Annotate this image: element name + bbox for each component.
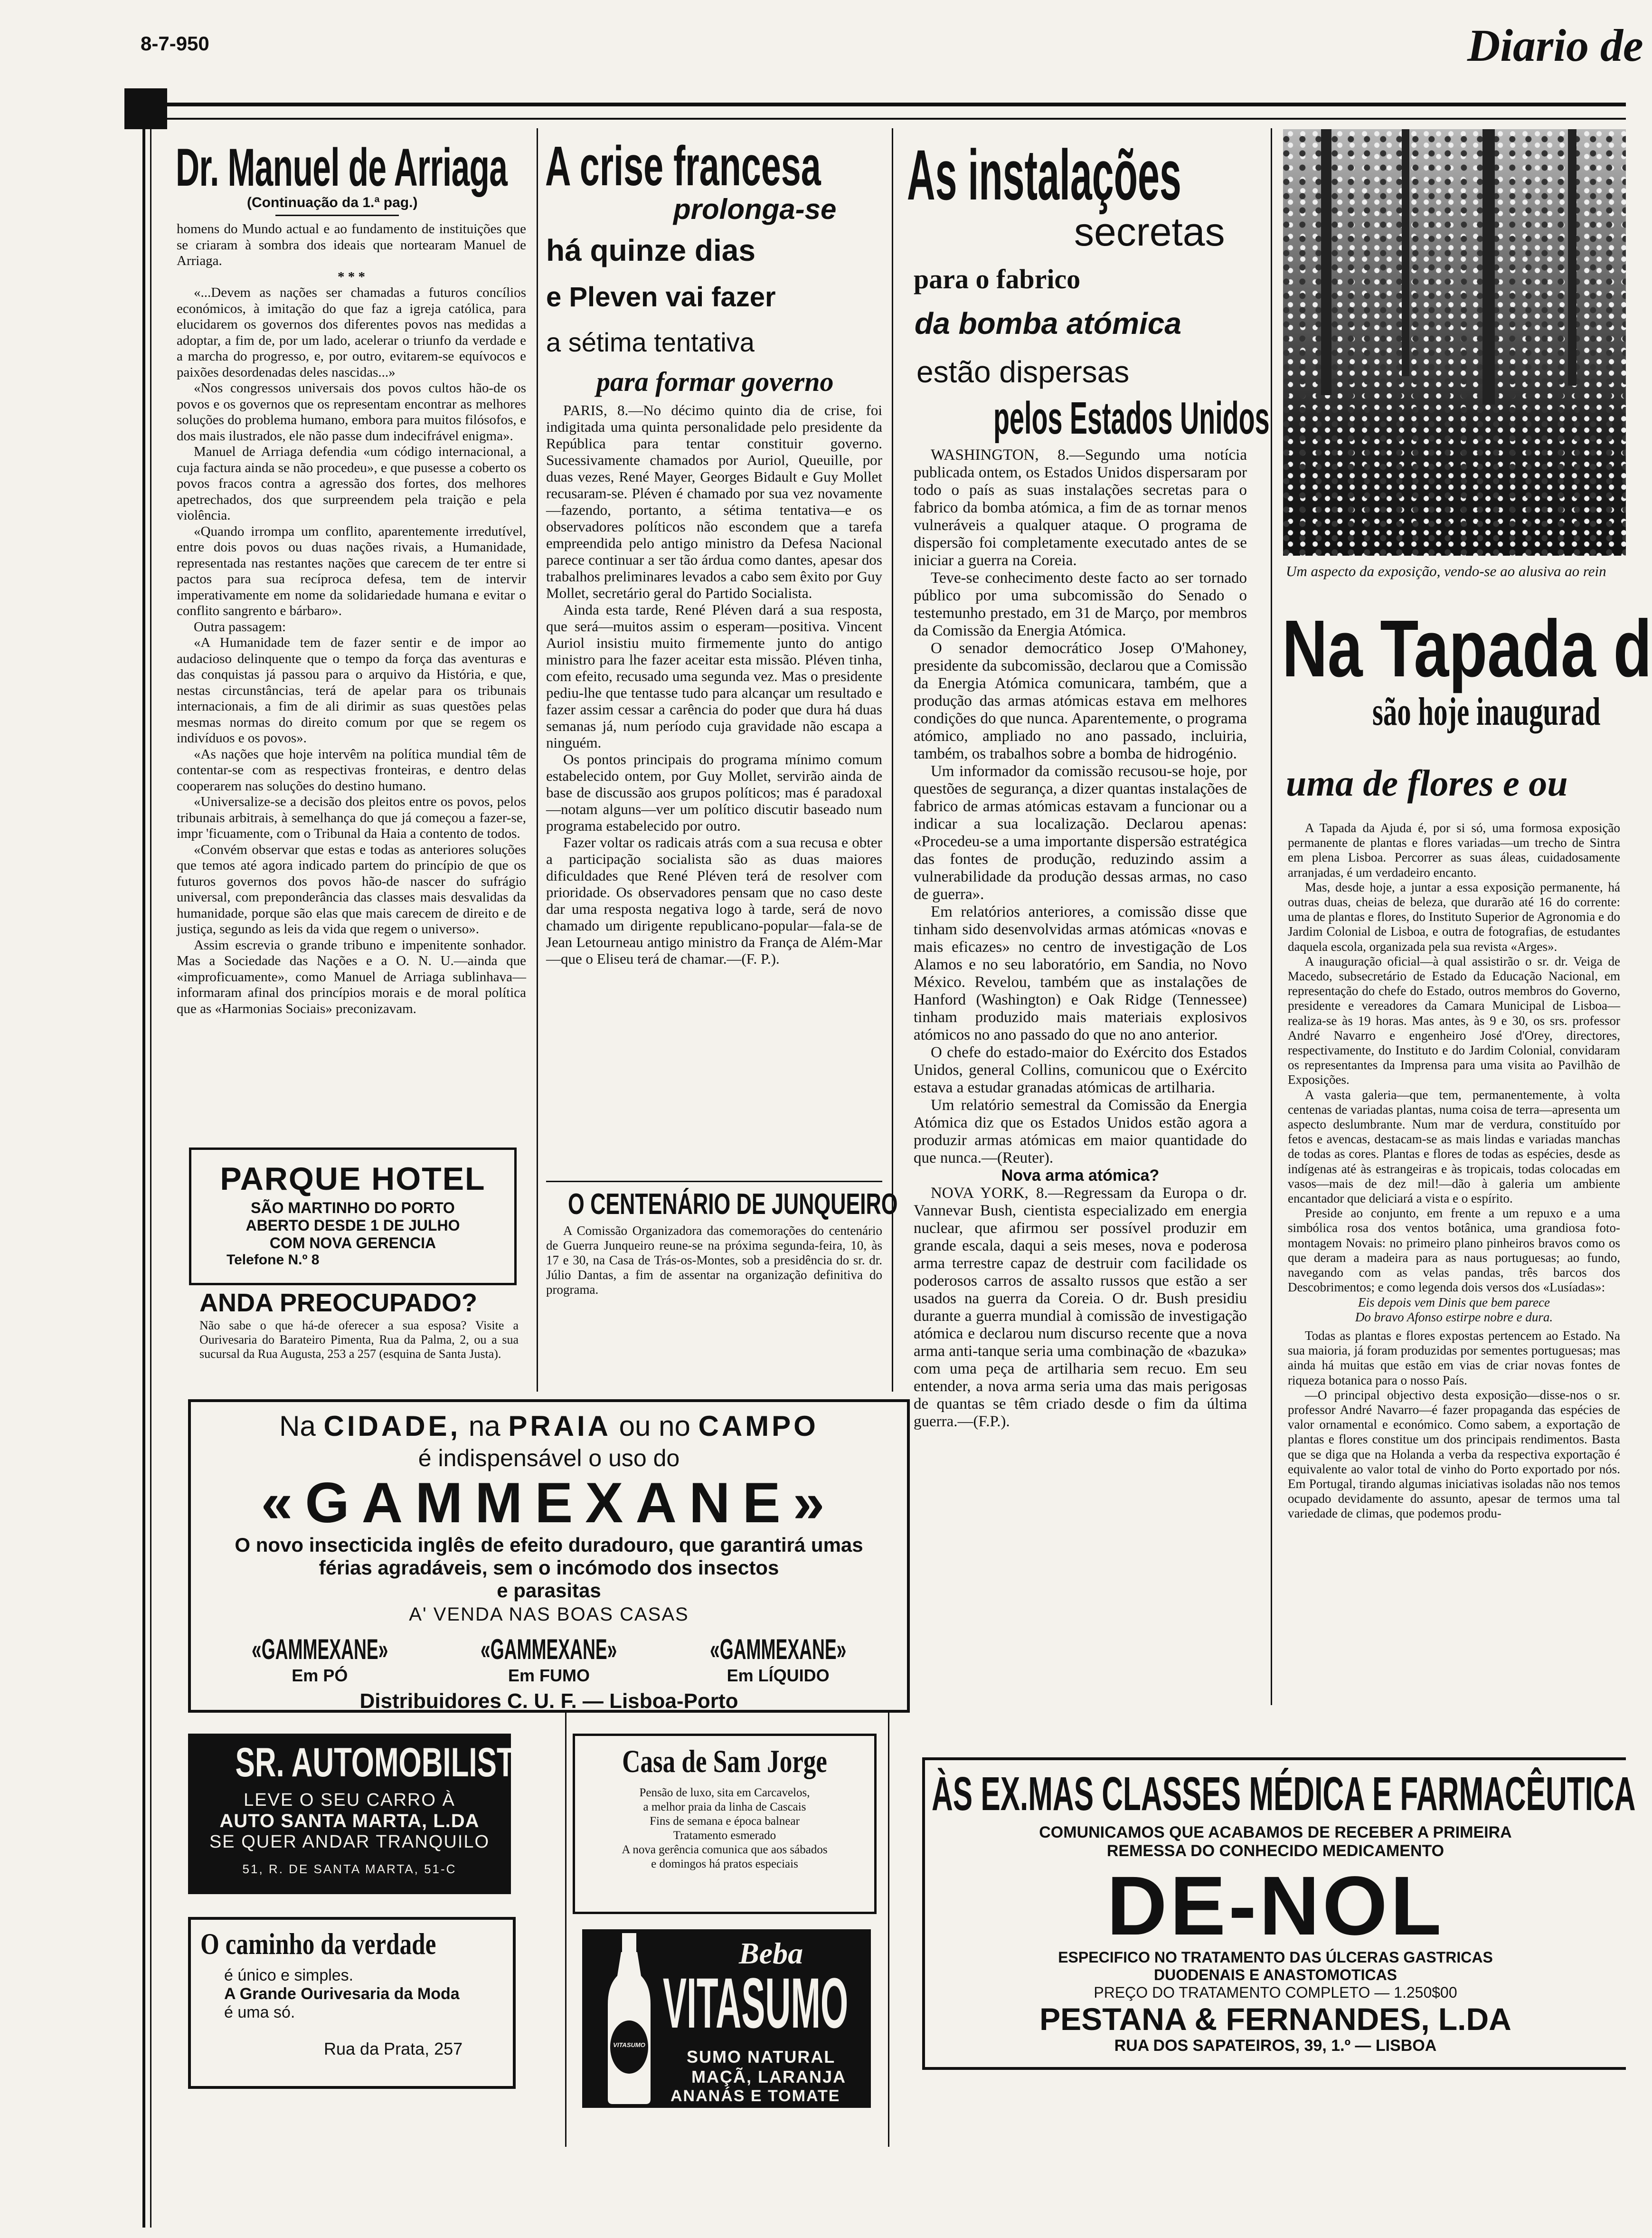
casa-jorge-line-5: e domingos há pratos especiais xyxy=(651,1858,798,1870)
gammexane-product-liquido xyxy=(668,1633,888,1686)
tapada-p1: Mas, desde hoje, a juntar a essa exposição permanente, há outras duas, cheias de beleza, que durarão até 16 do corrente: uma de plantas e flores, do Instituto Superior de Agronomia e do Jardim Colonial de Lisboa, e outra de fotografias, de estudantes daquela escola, organizada pela sua revista «Arges». xyxy=(1288,880,1620,954)
tapada-p6: —O principal objectivo desta exposição—disse-nos o sr. professor André Navarro—é fazer propaganda das espécies de valor ornamental e económico. Como sabem, a exportação de plantas e flores constitue um dos principais rendimentos. Basta que se diga que na Holanda a verba da respectiva exportação é equivalente ao valor total de vinho do Porto exportado por nós. Em Portugal, tirando algumas iniciativas isoladas não nos temos ocupado devidamente do assunto, apesar de termos uma tal variedade de climas, que podemos produ- xyxy=(1288,1387,1620,1521)
denol-address: RUA DOS SAPATEIROS, 39, 1.º — LISBOA xyxy=(1114,2037,1437,2055)
instalacoes-sub3: da bomba atómica xyxy=(915,306,1181,341)
tapada-p4: Preside ao conjunto, em frente a um repuxo e a uma simbólica rosa dos ventos botânica, uma grandiosa foto-montagem Novais: no primeiro plano pinheiros bravos como os que deram a madeira para as naus portuguesas; ao fundo, navegando com as velas pandas, três barcos dos Descobrimentos; e como legenda dois versos dos «Lusíadas»: xyxy=(1288,1206,1620,1295)
crise-sub2: há quinze dias xyxy=(546,233,755,267)
parque-hotel-title: PARQUE HOTEL xyxy=(220,1161,486,1197)
crise-p1: Ainda esta tarde, René Pléven dará a sua resposta, que será—muitos assim o esperam—positiva. Vincent Auriol insistiu muito firmemente junto do antigo ministro para lhe fazer aceitar esta missão. Pléven tinha, com efeito, recusado uma segunda vez. Mas o presidente pediu-lhe que tentasse tudo para alcançar um resultado e fazer assim cessar a carência do poder que dura há duas semanas já, num período cuja gravidade não escapa a ninguém. xyxy=(546,601,882,751)
vitasumo-bottle-icon xyxy=(603,1933,655,2104)
automobilista-line2: AUTO SANTA MARTA, L.DA xyxy=(219,1811,480,1831)
tapada-body xyxy=(1288,821,1620,1699)
gammexane-products xyxy=(191,1633,907,1686)
crise-sub5: para formar governo xyxy=(596,366,834,397)
masthead-rule-bottom xyxy=(166,118,1626,120)
photo-tree-3 xyxy=(1482,129,1495,405)
instalacoes-sub2: para o fabrico xyxy=(914,264,1081,294)
instalacoes-p5: O chefe do estado-maior do Exército dos Estados Unidos, general Collins, comunicou que o Exército estava a estudar granadas atómicas de artilharia. xyxy=(914,1044,1247,1096)
instalacoes-sub5: pelos Estados Unidos xyxy=(993,393,1270,444)
gammexane-line1-d: PRAIA xyxy=(508,1410,611,1442)
automobilista-line3: SE QUER ANDAR TRANQUILO xyxy=(209,1832,490,1852)
anda-title: ANDA PREOCUPADO? xyxy=(199,1289,478,1317)
gammexane-line1-e: ou no xyxy=(619,1410,690,1442)
tapada-sub1: são hoje inaugurad xyxy=(1372,690,1601,734)
left-margin-rule xyxy=(142,128,145,2228)
arriaga-p8: «As nações que hoje intervêm na política mundial têm de contentar-se com as respectivas fronteiras, e dentro delas cooperarem nas soluções do destino humano. xyxy=(177,746,526,794)
gammexane-desc1: O novo insecticida inglês de efeito duradouro, que garantirá umas férias agradáveis, sem o incómodo dos insectos xyxy=(235,1534,863,1579)
gammexane-product-po-brand: «GAMMEXANE» xyxy=(251,1633,388,1665)
arriaga-body xyxy=(177,221,526,1166)
centenario-text: A Comissão Organizadora das comemorações do centenário de Guerra Junqueiro reune-se na próxima segunda-feira, 10, às 17 e 30, na Casa de Trás-os-Montes, sob a presidência do sr. dr. Júlio Dantas, a fim de assentar na organização definitiva do programa. xyxy=(546,1223,882,1297)
tapada-p5: Todas as plantas e flores expostas pertencem ao Estado. Na sua maioria, já foram produzidas por sementes portuguesas; mas ainda há muitas que estão em vias de criar novas fontes de riqueza botanica para o nosso País. xyxy=(1288,1328,1620,1387)
casa-jorge-title: Casa de Sam Jorge xyxy=(622,1743,827,1779)
crise-sub1: prolonga-se xyxy=(673,193,837,225)
vitasumo-beba: Beba xyxy=(739,1936,803,1970)
gammexane-product-liquido-brand: «GAMMEXANE» xyxy=(709,1633,847,1665)
denol-title: ÀS EX.MAS CLASSES MÉDICA E FARMACÊUTICA xyxy=(932,1767,1636,1821)
vitasumo-line3: ANANÁS E TOMATE xyxy=(670,2087,840,2105)
arriaga-p5: «Quando irrompa um conflito, aparentemente irredutível, entre dois povos ou duas nações rivais, a Humanidade, representada nas restantes nações que carecem de ter entre si pactos para sua recíproca defesa, tem de intervir imperativamente em nome da solidariedade humana e evitar o conflito sangrento e bárbaro». xyxy=(177,523,526,618)
automobilista-line1: LEVE O SEU CARRO À xyxy=(244,1790,455,1810)
instalacoes-subhead: Nova arma atómica? xyxy=(1001,1166,1160,1185)
gammexane-distributor: Distribuidores C. U. F. — Lisboa-Porto xyxy=(359,1689,738,1713)
crise-sub4: a sétima tentativa xyxy=(546,327,755,357)
instalacoes-sub4: estão dispersas xyxy=(916,355,1130,389)
instalacoes-p7: NOVA YORK, 8.—Regressam da Europa o dr. Vannevar Bush, cientista especializado em energia nuclear, que afirmou ser possível produzir em grande escala, daqui a seis meses, nova e poderosa arma terrestre capaz de destruir com facilidade os poderosos carros de assalto russos que estão a ser usados na guerra da Coreia. O dr. Bush presidiu durante a guerra mundial à comissão de investigação atómica e declarou num discurso recente que a nova arma anti-tanque seria uma combinação de «bazuka» com uma peça de artilharia sem recuo. Em seu entender, a nova arma seria uma das mais perigosas de quantas se têm criado desde o fim da última guerra.—(F.P.). xyxy=(914,1185,1247,1430)
gammexane-brand: «GAMMEXANE» xyxy=(261,1471,837,1535)
arriaga-title: Dr. Manuel de Arriaga xyxy=(176,138,508,197)
centenario-rule xyxy=(546,1181,882,1182)
casa-jorge-line-4: A nova gerência comunica que aos sábados xyxy=(622,1843,828,1856)
casa-jorge-line-0: Pensão de luxo, sita em Carcavelos, xyxy=(639,1786,810,1799)
denol-line4: DUODENAIS E ANASTOMOTICAS xyxy=(1153,1966,1397,1983)
gammexane-desc2: e parasitas xyxy=(497,1579,601,1602)
arriaga-p0: homens do Mundo actual e ao fundamento de instituições que se criaram à sombra dos ideais que nortearam Manuel de Arriaga. xyxy=(177,221,526,268)
parque-hotel-ad xyxy=(189,1147,517,1285)
arriaga-p9: «Universalize-se a decisão dos pleitos entre os povos, pelos tribunais arbitrais, à semelhança do que já começou a fazer-se, impr 'ficuamente, com o Tribunal da Haia a contento de todos. xyxy=(177,794,526,841)
caminho-line2: A Grande Ourivesaria da Moda xyxy=(224,1985,460,2003)
caminho-line3: é uma só. xyxy=(224,2003,295,2021)
gammexane-product-fumo-brand: «GAMMEXANE» xyxy=(481,1633,617,1665)
casa-jorge-line-1: a melhor praia da linha de Cascais xyxy=(643,1801,806,1813)
denol-line1: COMUNICAMOS QUE ACABAMOS DE RECEBER A PRIMEIRA xyxy=(1039,1823,1512,1841)
casa-jorge-ad xyxy=(573,1734,877,1914)
gammexane-product-fumo-form: Em FUMO xyxy=(508,1666,590,1685)
arriaga-p10: «Convém observar que estas e todas as anteriores soluções que temos até agora indicado partem do princípio de que os futuros governos dos povos hão-de nascer do sufrágio universal, com preponderância das classes mais desvalidas da humanidade, porque são elas que mais carecem de direito e de justiça, segundo as leis da vida que regem o universo». xyxy=(177,842,526,937)
arriaga-stars: * * * xyxy=(338,269,365,284)
crise-p3: Fazer voltar os radicais atrás com a sua recusa e obter a participação socialista são as duas maiores dificuldades que René Pléven terá de resolver com prioridade. Os observadores pensam que no caso deste dar uma resposta negativa logo à tarde, será de novo chamado um dirigente republicano-popular—fala-se de Jean Letourneau antigo ministro da França de Além-Mar—que o Eliseu terá de chamar.—(F. P.). xyxy=(546,834,882,967)
arriaga-p2: «...Devem as nações ser chamadas a futuros concílios económicos, à imitação do que faz a igreja católica, para elucidarem os governos dos diferentes povos nas medidas a adoptar, a fim de, por um lado, acelerar o triunfo da verdade e a marcha do progresso, e, por outro, evitarem-se equívocos e paixões desordenadas deles nascidas...» xyxy=(177,285,526,380)
caminho-address: Rua da Prata, 257 xyxy=(324,2039,463,2058)
automobilista-title: SR. AUTOMOBILISTA! xyxy=(235,1740,544,1785)
denol-ad xyxy=(922,1757,1636,2070)
automobilista-address: 51, R. DE SANTA MARTA, 51-C xyxy=(242,1862,457,1876)
masthead-rule-top xyxy=(128,103,1626,106)
col-sep-1 xyxy=(537,128,538,1392)
vitasumo-line1: SUMO NATURAL xyxy=(687,2047,836,2067)
denol-line2: REMESSA DO CONHECIDO MEDICAMENTO xyxy=(1106,1842,1444,1860)
photo-caption: Um aspecto da exposição, vendo-se ao alusiva ao rein xyxy=(1286,563,1606,579)
page-date: 8-7-950 xyxy=(141,32,209,55)
col-sep-3 xyxy=(1271,128,1272,1705)
caminho-title: O caminho da verdade xyxy=(200,1927,436,1961)
instalacoes-p0: WASHINGTON, 8.—Segundo uma notícia publicada ontem, os Estados Unidos dispersaram por todo o país as suas instalações secretas para o fabrico da bomba atómica, a fim de as tornar menos vulneráveis a qualquer ataque. O programa de dispersão foi completamente executado antes de se iniciar a guerra na Coreia. xyxy=(914,446,1247,569)
left-margin-rule-2 xyxy=(150,128,151,2228)
photo-tree-1 xyxy=(1321,129,1331,395)
gammexane-product-po xyxy=(210,1633,430,1686)
tapada-verse2: Do bravo Afonso estirpe nobre e dura. xyxy=(1355,1309,1553,1324)
tapada-p0: A Tapada da Ajuda é, por si só, uma formosa exposição permanente de plantas e flores variadas—um trecho de Sintra em plena Lisboa. Percorrer as suas áleas, cuidadosamente arranjadas, é um verdadeiro encanto. xyxy=(1288,821,1620,880)
gammexane-line1-f: CAMPO xyxy=(698,1410,819,1442)
instalacoes-p2: O senador democrático Josep O'Mahoney, presidente da subcomissão, declarou que a Comissão da Energia Atómica comunicara, também, que a produção das armas atómicas estava em melhores condições do que nunca. Aparentemente, o programa atómico, ampliado no ano passado, incluiria, também, os trabalhos sobre a bomba de hidrogénio. xyxy=(914,640,1247,762)
gammexane-product-liquido-form: Em LÍQUIDO xyxy=(727,1666,830,1685)
tapada-verse1: Eis depois vem Dinis que bem parece xyxy=(1358,1295,1550,1309)
instalacoes-body xyxy=(914,446,1247,1430)
instalacoes-title: As instalações xyxy=(907,135,1181,215)
denol-brand: DE-NOL xyxy=(1106,1859,1444,1953)
gammexane-product-fumo xyxy=(439,1633,659,1686)
arriaga-p7: «A Humanidade tem de fazer sentir e de impor ao audacioso delinquente que o tempo da força das aventuras e das conquistas já passou para o arquivo da História, e que, nestas circunstâncias, terá de apelar para os tribunais internacionais, a fim de ali dirimir as suas questões pelas mesmas normas do direito comum por que se regem os indivíduos e os povos». xyxy=(177,635,526,746)
denol-line3: ESPECIFICO NO TRATAMENTO DAS ÚLCERAS GASTRICAS xyxy=(1058,1949,1493,1966)
tapada-title: Na Tapada d xyxy=(1282,604,1652,694)
denol-price: PREÇO DO TRATAMENTO COMPLETO — 1.250$00 xyxy=(1094,1984,1457,2001)
instalacoes-p4: Em relatórios anteriores, a comissão disse que tinham sido desenvolvidas armas atómicas «novas e mais eficazes» no centro de investigação de Los Alamos e no seu laboratório, em Sandia, no Novo México. Revelou, também que as instalações de Hanford (Washington) e Oak Ridge (Tennessee) tinham produzido mais materiais explosivos atómicos no ano passado do que no ano anterior. xyxy=(914,903,1247,1043)
parque-hotel-line1: SÃO MARTINHO DO PORTO xyxy=(251,1199,455,1216)
gammexane-line1-c: na xyxy=(468,1410,500,1442)
casa-jorge-line-2: Fins de semana e época balnear xyxy=(650,1815,800,1828)
paper-name: Diario de xyxy=(1467,20,1643,71)
photo-tree-2 xyxy=(1402,129,1409,376)
caminho-ad xyxy=(188,1917,516,2089)
arriaga-underline xyxy=(275,215,399,216)
parque-hotel-phone: Telefone N.º 8 xyxy=(227,1252,320,1268)
tapada-p3: A vasta galeria—que tem, permanentemente, à volta centenas de variadas plantas, numa coisa de terra—apresenta um aspecto deslumbrante. Num mar de verdura, constituído por fetos e avencas, destacam-se as mais lindas e variadas manchas de todas as cores. Plantas e flores de todas as espécies, desde as indígenas até às estrangeiras e às tropicais, todas colocadas em vasos—mais de dez mil!—dão à galeria um ambiente encantador que deliciará a vista e o espírito. xyxy=(1288,1087,1620,1206)
gammexane-product-po-form: Em PÓ xyxy=(292,1666,348,1685)
gammexane-ad xyxy=(188,1399,910,1713)
instalacoes-sub1: secretas xyxy=(1074,209,1225,254)
casa-jorge-lines xyxy=(575,1786,874,1871)
automobilista-ad xyxy=(188,1734,544,1894)
gammexane-line2: é indispensável o uso do xyxy=(418,1445,680,1471)
exhibition-photo xyxy=(1283,129,1626,556)
casa-jorge-line-3: Tratamento esmerado xyxy=(673,1829,776,1842)
denol-company: PESTANA & FERNANDES, L.DA xyxy=(1039,2001,1511,2037)
instalacoes-p1: Teve-se conhecimento deste facto ao ser tornado público por uma subcomissão do Senado o testemunho prestado, em 31 de Março, por membros da Comissão da Energia Atómica. xyxy=(914,569,1247,639)
crise-title: A crise francesa xyxy=(545,135,821,198)
photo-tree-4 xyxy=(1568,129,1576,386)
parque-hotel-line2: ABERTO DESDE 1 DE JULHO xyxy=(245,1217,460,1234)
caminho-line1: é único e simples. xyxy=(224,1966,354,1984)
arriaga-p4: Manuel de Arriaga defendia «um código internacional, a cuja factura ainda se não procedeu», e que pusesse a coberto os povos fracos contra a agressão dos fortes, dos melhores apetrechados, dos que surpreendem pela traição e pela violência. xyxy=(177,444,526,523)
gammexane-line1 xyxy=(191,1410,907,1442)
crise-body xyxy=(546,402,882,1171)
vitasumo-bottle-label: VITASUMO xyxy=(613,2041,645,2048)
arriaga-p3: «Nos congressos universais dos povos cultos hão-de os povos e os governos que os representam encontrar as melhores soluções do problema humano, embora para muitos filósofos, e dos mais ilustrados, ele não passe dum indecifrável enigma». xyxy=(177,380,526,444)
gammexane-line1-a: Na xyxy=(279,1410,316,1442)
anda-text: Não sabe o que há-de oferecer a sua esposa? Visite a Ourivesaria do Barateiro Pimenta, Rua da Palma, 2, ou a sua sucursal da Rua Augusta, 253 a 257 (esquina de Santa Justa). xyxy=(199,1318,519,1361)
arriaga-p6: Outra passagem: xyxy=(194,619,286,635)
centenario-title: O CENTENÁRIO DE JUNQUEIRO xyxy=(568,1188,898,1221)
arriaga-p11: Assim escrevia o grande tribuno e impenitente sonhador. Mas a Sociedade das Nações e a O. N. U.—ainda que «improficuamente», como Manuel de Arriaga sublinhava—informaram afinal dos princípios morais e de moral política que as «Harmonias Sociais» preconizavam. xyxy=(177,937,526,1016)
instalacoes-p6: Um relatório semestral da Comissão da Energia Atómica diz que os Estados Unidos estão agora a produzir armas atómicas em maior quantidade do que nunca.—(Reuter). xyxy=(914,1097,1247,1166)
vitasumo-brand: VITASUMO xyxy=(663,1963,849,2043)
crise-p0: PARIS, 8.—No décimo quinto dia de crise, foi indigitada uma quinta personalidade pelo presidente da República para tentar constituir governo. Sucessivamente chamados por Auriol, Queuille, por duas vezes, René Mayer, Georges Bidault e Guy Mollet recusaram-se. Pléven é chamado por sua vez novamente—fazendo, portanto, a sétima tentativa—e os observadores políticos não escondem que a tarefa empreendida pelo antigo ministro da Defesa Nacional parece continuar a ser tão árdua como dantes, apesar dos trabalhos preliminares levados a cabo sem êxito por Guy Mollet, secretário geral do Partido Socialista. xyxy=(546,402,882,601)
corner-block xyxy=(124,88,167,129)
instalacoes-p3: Um informador da comissão recusou-se hoje, por questões de segurança, a dizer quantas instalações de fabrico de armas atómicas estavam a funcionar ou a indicar a sua localização. Declarou apenas: «Procedeu-se a uma importante dispersão estratégica das fontes de produção, reduzindo assim a vulnerabilidade da produção dessas armas, no caso de guerra». xyxy=(914,763,1247,903)
tapada-p2: A inauguração oficial—à qual assistirão o sr. dr. Veiga de Macedo, subsecretário de Estado da Educação Nacional, em representação do chefe do Estado, outros membros do Governo, presidente e vereadores da Camara Municipal de Lisboa—realiza-se às 19 horas. Mas antes, às 9 e 30, os srs. professor André Navarro e engenheiro José d'Orey, directores, respectivamente, do Instituto e do Jardim Colonial, convidaram os representantes da Imprensa para uma visita ao Pavilhão de Exposições. xyxy=(1288,954,1620,1087)
parque-hotel-line3: COM NOVA GERENCIA xyxy=(269,1234,436,1252)
crise-sub3: e Pleven vai fazer xyxy=(546,282,776,313)
gammexane-line1-b: CIDADE, xyxy=(323,1410,461,1442)
vitasumo-line2: MAÇÃ, LARANJA xyxy=(691,2067,846,2086)
arriaga-continuation: (Continuação da 1.ª pag.) xyxy=(247,195,418,210)
vitasumo-ad xyxy=(582,1929,871,2108)
tapada-sub2: uma de flores e ou xyxy=(1286,762,1568,804)
crise-p2: Os pontos principais do programa mínimo comum estabelecido ontem, por Guy Mollet, servirão ainda de base de discussão aos grupos políticos; mas é paradoxal—notam alguns—ver um político discutir baseado num programa estabelecido por outro. xyxy=(546,751,882,834)
gammexane-sale: A' VENDA NAS BOAS CASAS xyxy=(409,1604,689,1625)
